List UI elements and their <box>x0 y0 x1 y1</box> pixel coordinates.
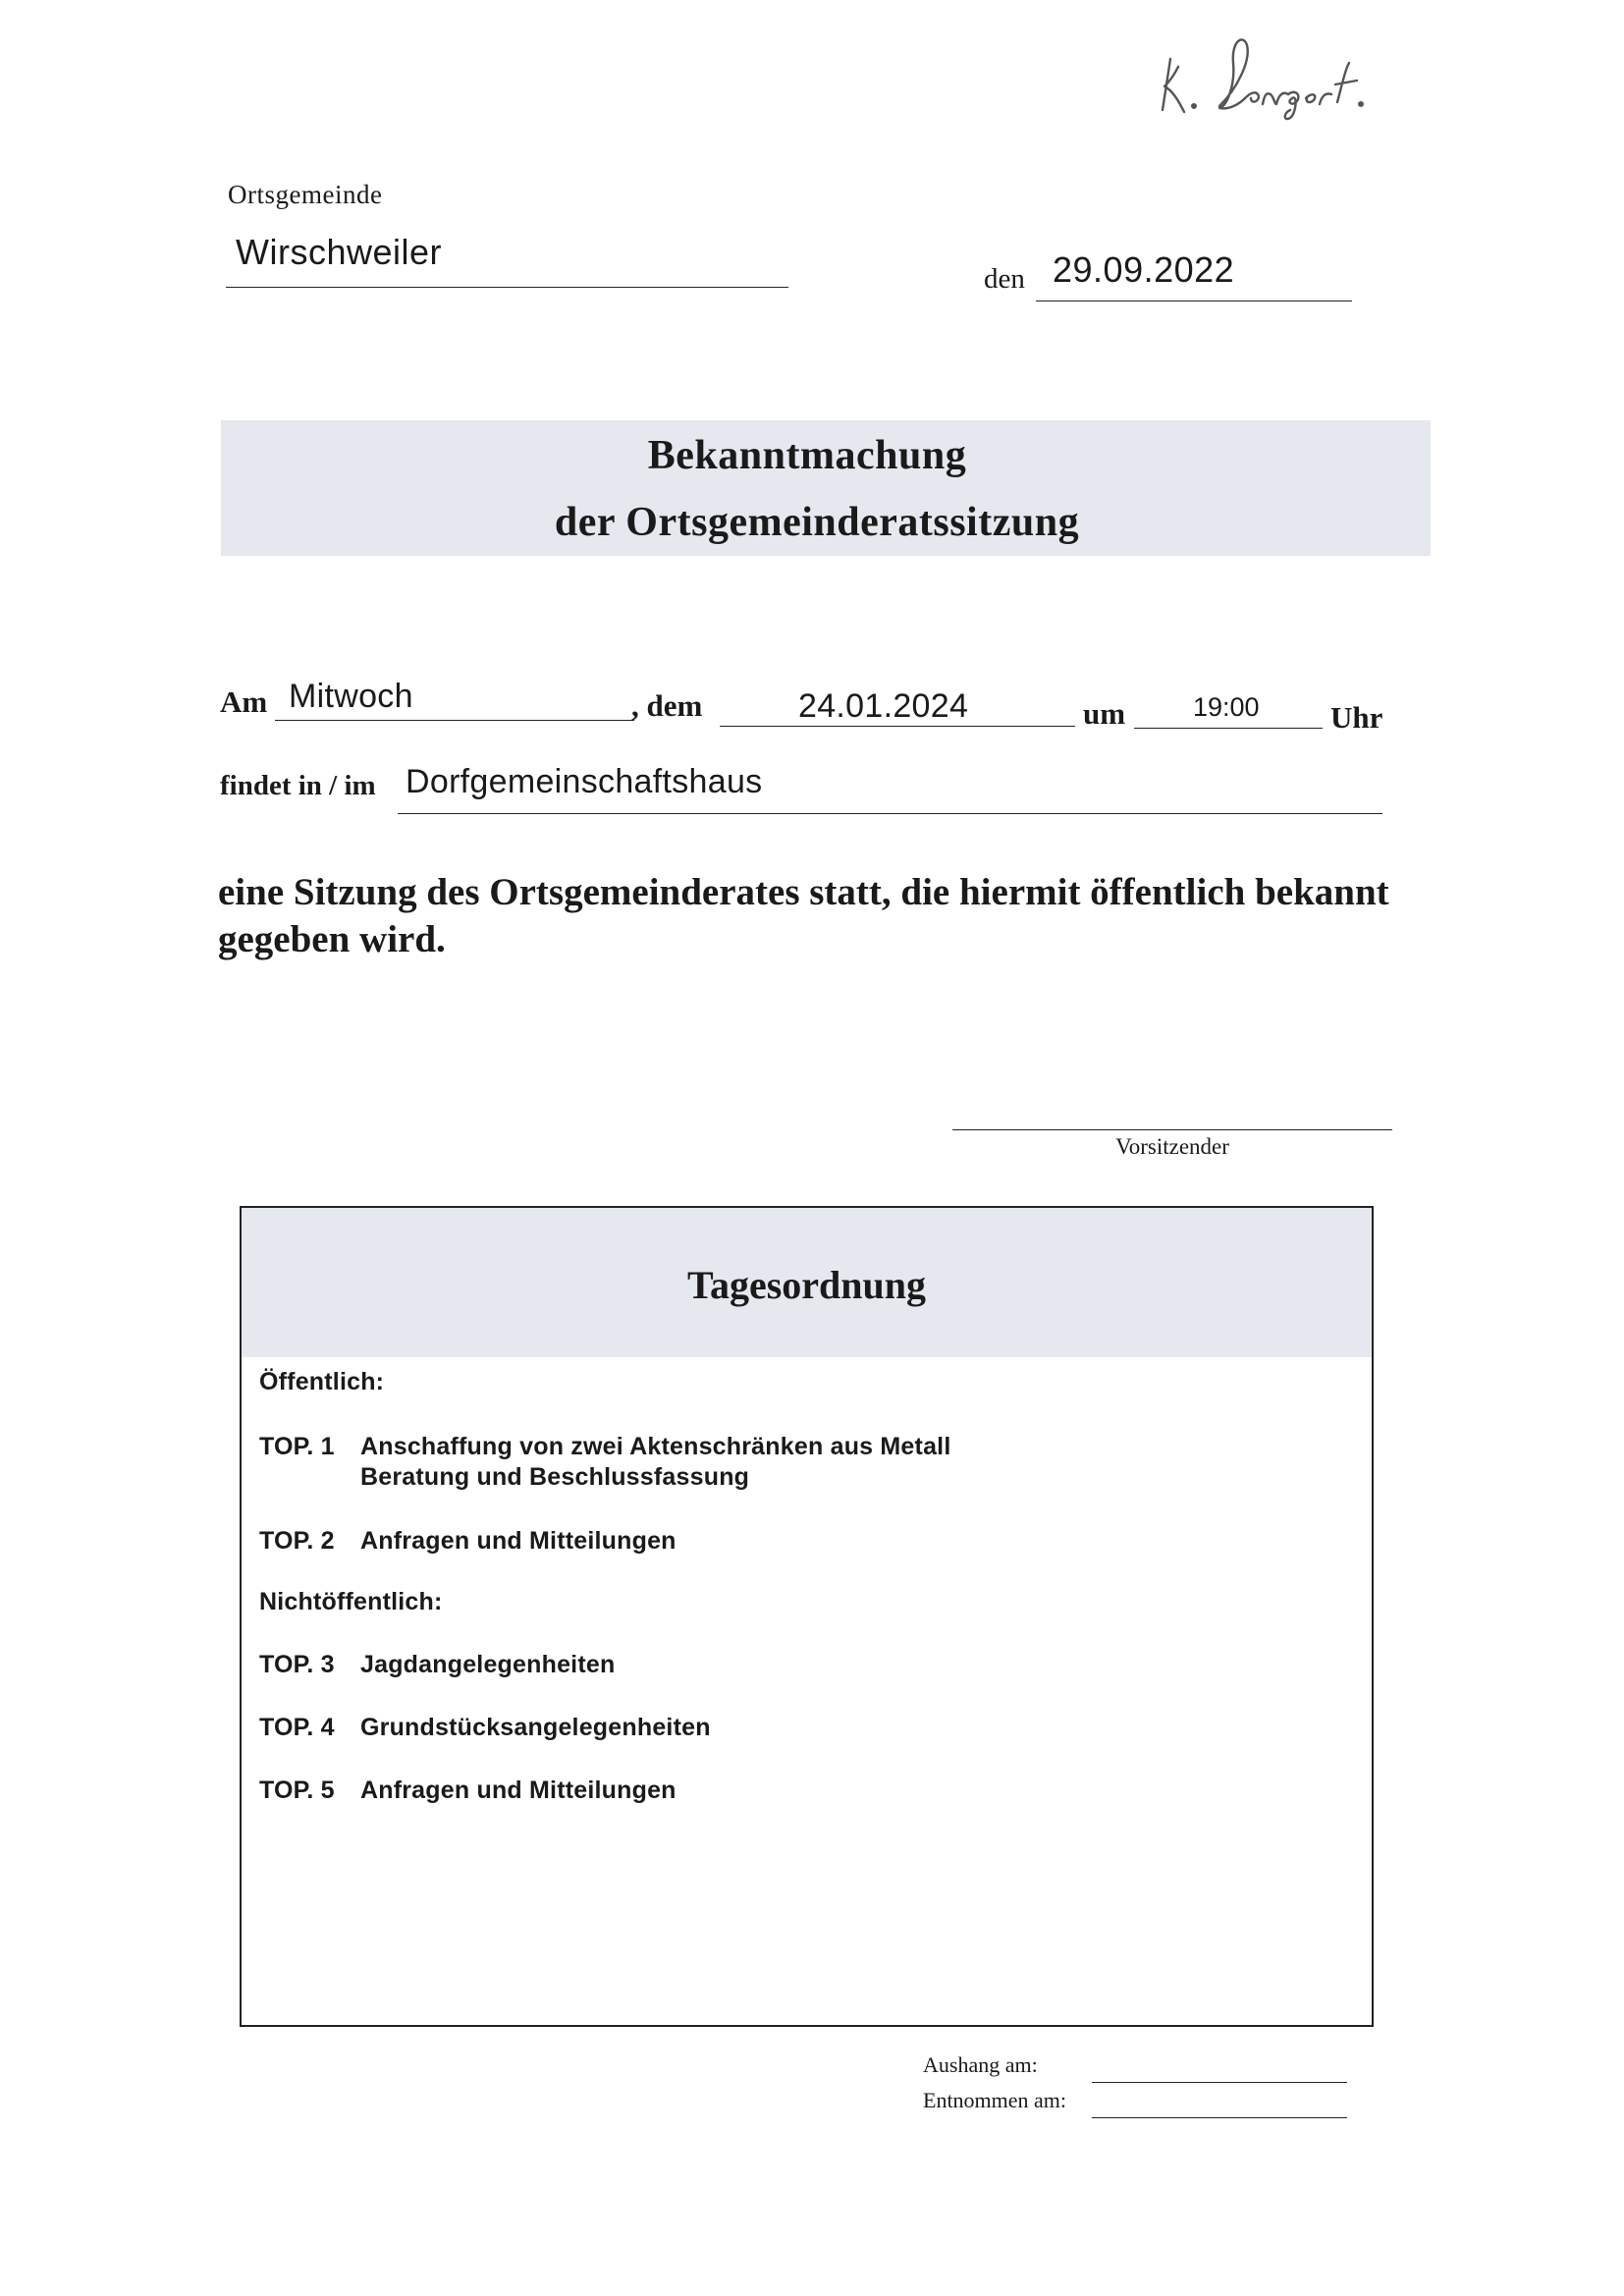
handwritten-signature <box>1149 20 1463 128</box>
dem-label: , dem <box>631 688 703 723</box>
am-label: Am <box>220 684 268 719</box>
agenda-box <box>240 1206 1374 2027</box>
meeting-date-value: 24.01.2024 <box>798 687 969 725</box>
time-underline <box>1134 728 1323 729</box>
location-label: findet in / im <box>220 770 376 801</box>
chair-label: Vorsitzender <box>1115 1134 1229 1159</box>
chair-signature-line <box>952 1129 1392 1130</box>
location-underline <box>398 813 1382 814</box>
agenda-item <box>259 1777 677 1805</box>
municipality-value: Wirschweiler <box>236 232 443 272</box>
agenda-item-subtext: Beratung und Beschlussfassung <box>360 1463 750 1491</box>
date-label: den <box>984 263 1025 295</box>
agenda-item <box>259 1433 950 1492</box>
time-value: 19:00 <box>1193 692 1260 722</box>
statement-text: eine Sitzung des Ortsgemeinderates statt, die hiermit öffentlich bekannt gegeben wird. <box>218 871 1389 960</box>
agenda-title: Tagesordnung <box>686 1263 927 1307</box>
posted-label: Aushang am: <box>923 2052 1038 2077</box>
municipality-label: Ortsgemeinde <box>228 180 383 209</box>
date-value: 29.09.2022 <box>1053 249 1235 290</box>
agenda-item-text: Anschaffung von zwei Aktenschränken aus Metall <box>360 1433 951 1460</box>
uhr-label: Uhr <box>1330 700 1383 735</box>
agenda-item-number: TOP. 2 <box>259 1527 335 1555</box>
public-heading: Öffentlich: <box>259 1368 385 1395</box>
weekday-value: Mitwoch <box>289 678 413 715</box>
page-subtitle: der Ortsgemeinderatssitzung <box>554 500 1080 545</box>
agenda-item <box>259 1527 677 1556</box>
meeting-date-underline <box>720 726 1075 727</box>
nonpublic-heading: Nichtöffentlich: <box>259 1588 443 1615</box>
agenda-item <box>259 1651 615 1679</box>
agenda-item-number: TOP. 1 <box>259 1433 335 1460</box>
removed-line <box>1092 2117 1347 2118</box>
posted-line <box>1092 2082 1347 2083</box>
um-label: um <box>1083 696 1126 731</box>
agenda-item <box>259 1714 711 1742</box>
agenda-item-number: TOP. 4 <box>259 1714 335 1741</box>
page-title: Bekanntmachung <box>647 433 967 478</box>
weekday-underline <box>275 720 634 721</box>
removed-label: Entnommen am: <box>923 2088 1067 2112</box>
agenda-item-text: Grundstücksangelegenheiten <box>360 1714 711 1741</box>
agenda-item-text: Anfragen und Mitteilungen <box>360 1527 677 1555</box>
agenda-item-number: TOP. 5 <box>259 1777 335 1804</box>
municipality-underline <box>226 287 788 288</box>
location-value: Dorfgemeinschaftshaus <box>406 763 763 800</box>
agenda-item-number: TOP. 3 <box>259 1651 335 1678</box>
agenda-item-text: Jagdangelegenheiten <box>360 1651 616 1678</box>
agenda-item-text: Anfragen und Mitteilungen <box>360 1777 677 1804</box>
